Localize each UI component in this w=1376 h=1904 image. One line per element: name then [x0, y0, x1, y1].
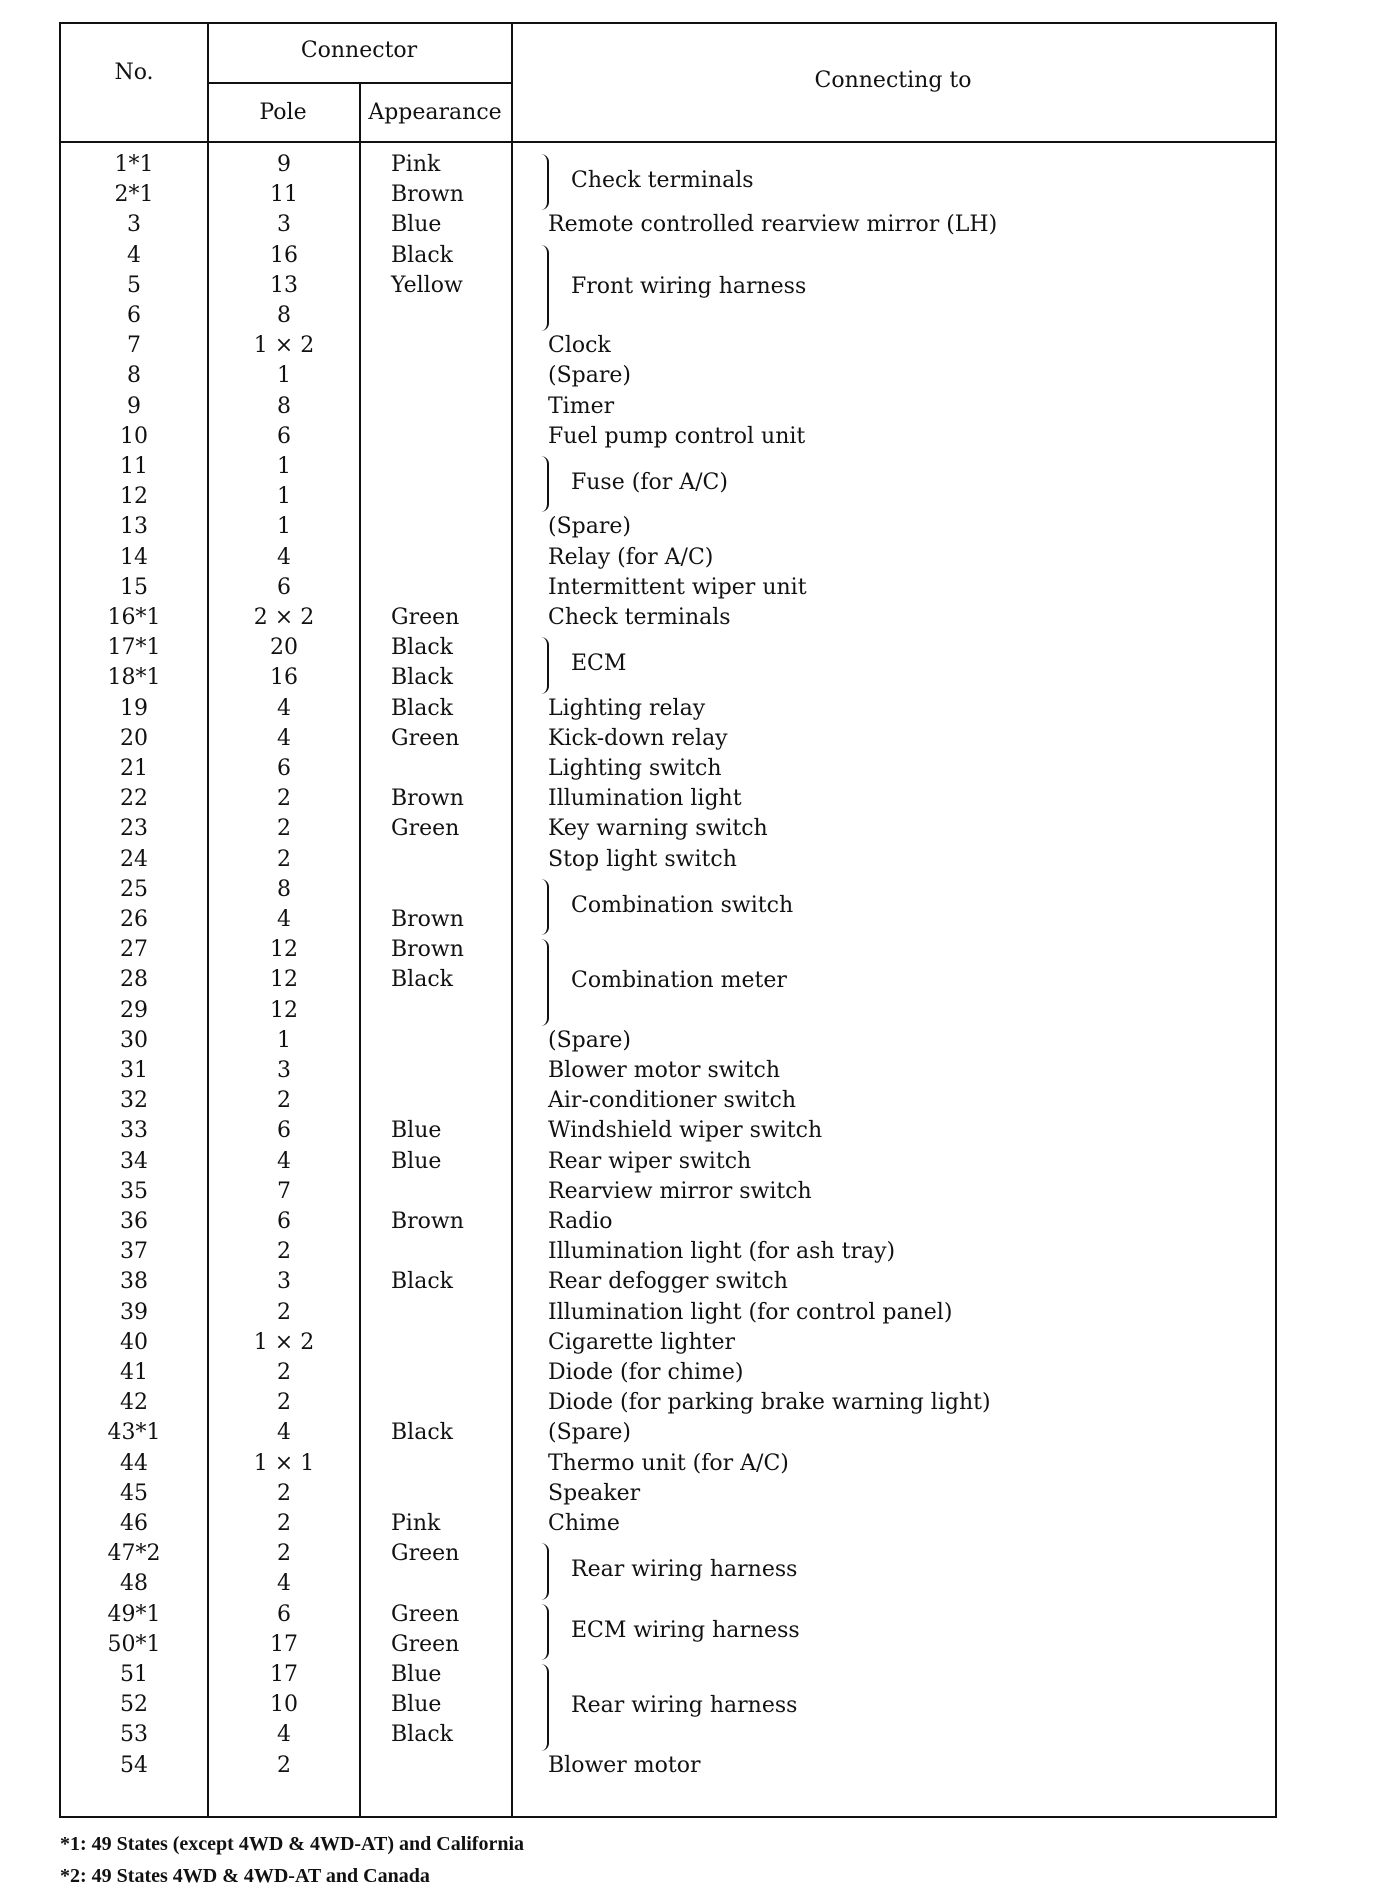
row-appearance: Black [391, 1420, 453, 1446]
row-pole: 12 [270, 967, 298, 993]
row-pole: 2 [277, 1299, 291, 1325]
table-row [61, 424, 1279, 454]
row-no: 6 [127, 303, 141, 328]
table-row [61, 1058, 1279, 1088]
footnotes [60, 1828, 524, 1892]
table-row [61, 212, 1279, 242]
row-pole: 8 [277, 393, 291, 419]
table-row [61, 1028, 1279, 1058]
row-connecting-to: Thermo unit (for A/C) [548, 1450, 789, 1476]
row-no: 24 [120, 846, 148, 872]
row-no: 54 [120, 1752, 148, 1778]
row-no: 40 [120, 1329, 148, 1355]
row-no: 43*1 [107, 1420, 161, 1446]
row-connecting-to: Diode (for parking brake warning light) [548, 1390, 991, 1416]
row-connecting-to: Radio [548, 1209, 613, 1234]
row-pole: 16 [270, 242, 298, 268]
row-no: 20 [120, 725, 148, 751]
row-connecting-to: Rearview mirror switch [548, 1178, 812, 1204]
row-pole: 7 [277, 1178, 291, 1204]
row-appearance: Green [391, 1601, 460, 1627]
row-pole: 10 [270, 1692, 298, 1718]
row-no: 15 [120, 574, 148, 600]
row-pole: 2 [277, 1541, 291, 1567]
brace-icon [541, 1543, 549, 1599]
row-no: 52 [120, 1692, 148, 1718]
row-appearance: Black [391, 967, 453, 993]
table-row [61, 1209, 1279, 1239]
row-pole: 8 [277, 303, 291, 328]
row-pole: 4 [277, 544, 291, 570]
brace-icon [541, 1604, 549, 1660]
row-appearance: Blue [391, 1148, 442, 1174]
table-row [61, 243, 1279, 273]
row-pole: 3 [277, 212, 291, 238]
group-label: Combination meter [571, 968, 787, 994]
table-row [61, 1269, 1279, 1299]
table-row [61, 756, 1279, 786]
row-connecting-to: Fuel pump control unit [548, 423, 806, 449]
row-pole: 11 [270, 182, 298, 208]
table-row [61, 363, 1279, 393]
row-appearance: Yellow [391, 272, 463, 298]
table-row [61, 1390, 1279, 1420]
row-no: 51 [120, 1662, 148, 1687]
table-row [61, 1753, 1279, 1783]
connector-table [59, 22, 1277, 1818]
group-label: ECM wiring harness [571, 1617, 800, 1643]
row-connecting-to: (Spare) [548, 1027, 631, 1053]
row-no: 48 [120, 1571, 148, 1597]
row-appearance: Blue [391, 212, 442, 238]
row-no: 23 [120, 816, 148, 842]
row-pole: 2 × 2 [253, 605, 315, 630]
row-no: 26 [120, 907, 148, 932]
row-no: 42 [120, 1390, 148, 1416]
row-no: 11 [120, 454, 148, 479]
row-appearance: Black [391, 665, 453, 691]
row-no: 2*1 [114, 182, 154, 208]
row-no: 46 [120, 1511, 148, 1536]
row-connecting-to: Rear defogger switch [548, 1269, 788, 1295]
brace-icon [541, 245, 549, 332]
table-row [61, 1360, 1279, 1390]
brace-icon [541, 456, 549, 512]
row-pole: 3 [277, 1269, 291, 1295]
row-pole: 4 [277, 1148, 291, 1174]
row-no: 25 [120, 876, 148, 902]
table-row [61, 1179, 1279, 1209]
row-no: 1*1 [114, 152, 154, 177]
row-connecting-to: (Spare) [548, 1420, 631, 1446]
row-no: 47*2 [107, 1541, 161, 1567]
row-no: 9 [127, 393, 141, 419]
row-no: 44 [120, 1450, 148, 1476]
row-appearance: Black [391, 1269, 453, 1295]
row-no: 12 [120, 484, 148, 510]
row-connecting-to: Timer [548, 393, 615, 419]
table-row [61, 847, 1279, 877]
group-label: Rear wiring harness [571, 1557, 798, 1583]
table-row [61, 937, 1279, 967]
header-pole: Pole [259, 100, 307, 125]
row-connecting-to: Intermittent wiper unit [548, 574, 807, 600]
row-no: 16*1 [107, 605, 161, 630]
row-no: 3 [127, 212, 141, 238]
row-no: 10 [120, 423, 148, 449]
row-pole: 2 [277, 1360, 291, 1385]
row-appearance: Green [391, 816, 460, 842]
group-label: Fuse (for A/C) [571, 470, 728, 496]
group-label: ECM [571, 651, 627, 677]
table-row [61, 303, 1279, 333]
row-pole: 3 [277, 1058, 291, 1083]
row-connecting-to: Illumination light (for ash tray) [548, 1239, 896, 1265]
row-pole: 6 [277, 574, 291, 600]
row-no: 35 [120, 1178, 148, 1204]
row-pole: 4 [277, 695, 291, 721]
table-row [61, 1330, 1279, 1360]
row-connecting-to: Air-conditioner switch [548, 1088, 797, 1114]
row-connecting-to: Lighting switch [548, 756, 722, 781]
row-no: 53 [120, 1722, 148, 1748]
row-no: 30 [120, 1027, 148, 1053]
row-connecting-to: Remote controlled rearview mirror (LH) [548, 212, 998, 238]
row-pole: 1 × 1 [253, 1450, 315, 1476]
row-appearance: Pink [391, 1511, 441, 1536]
brace-icon [541, 1664, 549, 1751]
row-no: 13 [120, 514, 148, 540]
row-pole: 17 [270, 1662, 298, 1687]
group-label: Check terminals [571, 168, 754, 194]
row-pole: 1 [277, 484, 291, 510]
row-no: 5 [127, 272, 141, 298]
row-appearance: Pink [391, 152, 441, 177]
row-appearance: Blue [391, 1662, 442, 1687]
group-label: Front wiring harness [571, 273, 807, 299]
row-pole: 12 [270, 997, 298, 1023]
table-row [61, 726, 1279, 756]
row-no: 28 [120, 967, 148, 993]
row-appearance: Brown [391, 182, 464, 208]
row-no: 27 [120, 937, 148, 963]
row-appearance: Blue [391, 1118, 442, 1144]
row-no: 50*1 [107, 1631, 161, 1657]
table-row [61, 1300, 1279, 1330]
row-pole: 2 [277, 786, 291, 812]
table-row [61, 1481, 1279, 1511]
row-no: 36 [120, 1209, 148, 1234]
row-no: 4 [127, 242, 141, 268]
row-appearance: Black [391, 242, 453, 268]
row-pole: 2 [277, 846, 291, 872]
header-bottom-line [61, 141, 1275, 143]
row-pole: 13 [270, 272, 298, 298]
footnote-1: *1: 49 States (except 4WD & 4WD-AT) and California [60, 1833, 525, 1855]
table-row [61, 1239, 1279, 1269]
row-appearance: Blue [391, 1692, 442, 1718]
table-row [61, 1722, 1279, 1752]
table-row [61, 514, 1279, 544]
row-pole: 16 [270, 665, 298, 691]
row-no: 45 [120, 1480, 148, 1506]
row-pole: 20 [270, 635, 298, 661]
row-appearance: Black [391, 635, 453, 661]
header-connecting-to: Connecting to [814, 68, 972, 93]
row-pole: 6 [277, 1209, 291, 1234]
row-no: 8 [127, 363, 141, 389]
row-appearance: Brown [391, 907, 464, 932]
row-pole: 2 [277, 1480, 291, 1506]
table-row [61, 333, 1279, 363]
table-row [61, 575, 1279, 605]
table-row [61, 394, 1279, 424]
table-row [61, 1451, 1279, 1481]
row-connecting-to: Diode (for chime) [548, 1360, 744, 1385]
table-row [61, 696, 1279, 726]
row-pole: 6 [277, 1601, 291, 1627]
row-pole: 17 [270, 1631, 298, 1657]
row-pole: 2 [277, 816, 291, 842]
row-no: 38 [120, 1269, 148, 1295]
row-pole: 2 [277, 1511, 291, 1536]
row-pole: 1 [277, 454, 291, 479]
row-connecting-to: Windshield wiper switch [548, 1118, 823, 1144]
row-pole: 6 [277, 756, 291, 781]
brace-icon [541, 154, 549, 210]
brace-icon [541, 637, 549, 693]
row-connecting-to: Check terminals [548, 605, 731, 630]
row-appearance: Green [391, 725, 460, 751]
row-connecting-to: Kick-down relay [548, 725, 728, 751]
row-pole: 4 [277, 725, 291, 751]
table-row [61, 1511, 1279, 1541]
row-connecting-to: Speaker [548, 1480, 641, 1506]
row-connecting-to: Cigarette lighter [548, 1329, 735, 1355]
row-pole: 8 [277, 876, 291, 902]
row-pole: 12 [270, 937, 298, 963]
row-no: 7 [127, 333, 141, 359]
row-pole: 2 [277, 1752, 291, 1778]
row-no: 19 [120, 695, 148, 721]
row-no: 32 [120, 1088, 148, 1114]
group-label: Combination switch [571, 892, 794, 918]
row-no: 33 [120, 1118, 148, 1144]
row-connecting-to: Illumination light (for control panel) [548, 1299, 953, 1325]
row-pole: 6 [277, 423, 291, 449]
row-pole: 4 [277, 1420, 291, 1446]
row-pole: 4 [277, 907, 291, 932]
table-row [61, 1088, 1279, 1118]
row-pole: 2 [277, 1239, 291, 1265]
row-connecting-to: Blower motor switch [548, 1058, 780, 1083]
row-connecting-to: Key warning switch [548, 816, 768, 842]
row-appearance: Green [391, 1541, 460, 1567]
table-row [61, 665, 1279, 695]
row-no: 22 [120, 786, 148, 812]
table-row [61, 998, 1279, 1028]
row-pole: 1 × 2 [253, 1329, 315, 1355]
row-connecting-to: Chime [548, 1511, 620, 1536]
row-pole: 1 [277, 363, 291, 389]
row-connecting-to: Relay (for A/C) [548, 544, 714, 570]
row-pole: 1 [277, 1027, 291, 1053]
table-row [61, 545, 1279, 575]
row-no: 41 [120, 1360, 148, 1385]
row-no: 34 [120, 1148, 148, 1174]
header-appearance: Appearance [368, 100, 502, 125]
row-connecting-to: Rear wiper switch [548, 1148, 752, 1174]
row-no: 37 [120, 1239, 148, 1265]
table-row [61, 1149, 1279, 1179]
row-pole: 9 [277, 152, 291, 177]
brace-icon [541, 939, 549, 1026]
table-row [61, 786, 1279, 816]
footnote-2: *2: 49 States 4WD & 4WD-AT and Canada [60, 1865, 430, 1887]
table-row [61, 1118, 1279, 1148]
table-row [61, 816, 1279, 846]
row-pole: 2 [277, 1088, 291, 1114]
row-appearance: Brown [391, 937, 464, 963]
row-no: 17*1 [107, 635, 161, 661]
row-connecting-to: Illumination light [548, 786, 742, 812]
header-connector: Connector [300, 38, 418, 63]
row-no: 49*1 [107, 1601, 161, 1627]
row-no: 18*1 [107, 665, 161, 691]
row-connecting-to: Stop light switch [548, 846, 737, 872]
row-no: 31 [120, 1058, 148, 1083]
connector-subheader-line [207, 82, 511, 84]
table-row [61, 1420, 1279, 1450]
brace-icon [541, 879, 549, 935]
row-no: 39 [120, 1299, 148, 1325]
row-pole: 2 [277, 1390, 291, 1416]
row-no: 29 [120, 997, 148, 1023]
row-connecting-to: (Spare) [548, 363, 631, 389]
table-row [61, 635, 1279, 665]
row-no: 21 [120, 756, 148, 781]
row-no: 14 [120, 544, 148, 570]
row-connecting-to: Clock [548, 333, 611, 359]
row-appearance: Black [391, 695, 453, 721]
row-appearance: Black [391, 1722, 453, 1748]
row-pole: 4 [277, 1722, 291, 1748]
row-pole: 1 × 2 [253, 333, 315, 359]
row-appearance: Brown [391, 1209, 464, 1234]
row-pole: 4 [277, 1571, 291, 1597]
row-connecting-to: Lighting relay [548, 695, 706, 721]
row-connecting-to: (Spare) [548, 514, 631, 540]
row-appearance: Green [391, 1631, 460, 1657]
row-pole: 1 [277, 514, 291, 540]
row-appearance: Brown [391, 786, 464, 812]
table-row [61, 605, 1279, 635]
row-connecting-to: Blower motor [548, 1752, 701, 1778]
group-label: Rear wiring harness [571, 1693, 798, 1719]
row-appearance: Green [391, 605, 460, 630]
row-pole: 6 [277, 1118, 291, 1144]
header-no: No. [114, 60, 154, 85]
table-row [61, 1662, 1279, 1692]
